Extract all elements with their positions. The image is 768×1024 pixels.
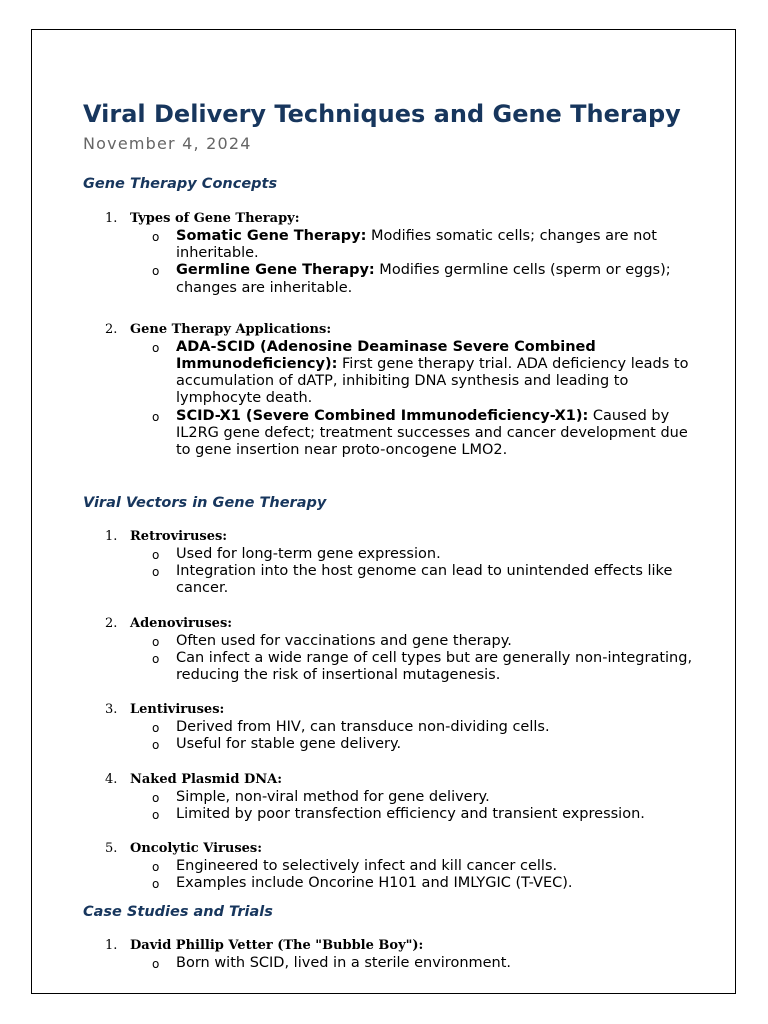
item-heading: Adenoviruses: <box>130 615 233 631</box>
sub-item <box>83 719 693 736</box>
sub-item <box>83 408 693 460</box>
sub-item-text: Used for long-term gene expression. <box>176 546 441 562</box>
sub-item-text: First gene therapy trial. ADA deficiency leads to accumulation of dATP, inhibiting DNA synthesis and leading to lymphocyte death. <box>176 356 689 407</box>
sub-item <box>83 736 693 753</box>
sub-list <box>83 546 693 598</box>
section-heading-case-studies: Case Studies and Trials <box>83 904 273 920</box>
sub-item-text: Often used for vaccinations and gene therapy. <box>176 632 512 649</box>
sub-list <box>83 789 693 823</box>
sub-list <box>83 719 693 753</box>
bullet-icon: o <box>152 738 160 753</box>
list-item <box>83 528 693 598</box>
bullet-icon: o <box>152 860 160 875</box>
list-item <box>83 937 693 972</box>
item-heading: Gene Therapy Applications: <box>130 321 332 337</box>
sub-item <box>83 262 693 296</box>
section-list-viral-vectors <box>83 528 693 892</box>
bullet-icon: o <box>152 634 160 649</box>
list-item <box>83 840 693 892</box>
sub-item-text: Engineered to selectively infect and kill cancer cells. <box>176 858 558 875</box>
item-heading: David Phillip Vetter (The "Bubble Boy"): <box>130 938 424 953</box>
sub-item <box>83 228 693 262</box>
list-item <box>83 771 693 823</box>
document-date: November 4, 2024 <box>83 134 252 153</box>
list-item <box>83 701 693 753</box>
sub-item <box>83 633 693 650</box>
sub-item-term: Somatic Gene Therapy: <box>176 228 367 244</box>
item-heading: Oncolytic Viruses: <box>130 841 263 857</box>
sub-list <box>83 228 693 297</box>
document-content <box>83 96 693 971</box>
bullet-icon: o <box>152 957 160 971</box>
sub-item-text: Simple, non-viral method for gene delivery. <box>176 788 490 805</box>
bullet-icon: o <box>152 807 160 822</box>
sub-item <box>83 858 693 875</box>
sub-item <box>83 806 693 823</box>
item-number: 5. <box>105 841 118 857</box>
sub-item <box>83 789 693 806</box>
sub-item-text: Useful for stable gene delivery. <box>176 736 402 753</box>
item-heading: Lentiviruses: <box>130 702 225 718</box>
sub-item <box>83 650 693 684</box>
sub-list <box>83 339 693 459</box>
list-item <box>83 321 693 459</box>
section-list-case-studies <box>83 937 693 972</box>
bullet-icon: o <box>152 565 160 580</box>
sub-item-text: Integration into the host genome can lead to unintended effects like cancer. <box>176 563 673 597</box>
sub-item-text: Can infect a wide range of cell types but are generally non-integrating, reducing the risk of insertional mutagenesis. <box>176 649 693 684</box>
item-number: 1. <box>105 211 118 226</box>
sub-item-text: Modifies germline cells (sperm or eggs); changes are inheritable. <box>176 262 671 296</box>
document-page <box>31 29 736 994</box>
section-heading-viral-vectors: Viral Vectors in Gene Therapy <box>83 495 327 511</box>
sub-item-text: Examples include Oncorine H101 and IMLYGIC (T-VEC). <box>176 875 573 892</box>
sub-item-text: Derived from HIV, can transduce non-dividing cells. <box>176 719 550 736</box>
sub-item-text: Limited by poor transfection efficiency and transient expression. <box>176 805 645 822</box>
sub-item <box>83 955 693 972</box>
bullet-icon: o <box>152 264 160 279</box>
item-heading: Types of Gene Therapy: <box>130 211 300 226</box>
document-title: Viral Delivery Techniques and Gene Therapy <box>83 100 681 128</box>
section-list-gene-therapy-concepts <box>83 210 693 459</box>
list-item <box>83 615 693 685</box>
sub-item-term: Germline Gene Therapy: <box>176 262 375 279</box>
list-item <box>83 210 693 297</box>
sub-item-term: SCID-X1 (Severe Combined Immunodeficiency-X1): <box>176 407 589 424</box>
sub-item-text: Caused by IL2RG gene defect; treatment successes and cancer development due to gene insertion near proto-oncogene LMO2. <box>176 407 688 459</box>
item-number: 1. <box>105 529 118 544</box>
item-number: 4. <box>105 771 118 787</box>
sub-item-text: Born with SCID, lived in a sterile environment. <box>176 955 512 971</box>
section-heading-gene-therapy-concepts: Gene Therapy Concepts <box>83 176 278 192</box>
sub-list <box>83 955 693 972</box>
item-number: 3. <box>105 702 118 718</box>
bullet-icon: o <box>152 721 160 736</box>
sub-item <box>83 546 693 563</box>
sub-list <box>83 858 693 892</box>
bullet-icon: o <box>152 877 160 892</box>
sub-item <box>83 875 693 892</box>
item-heading: Retroviruses: <box>130 529 228 544</box>
sub-item <box>83 563 693 597</box>
bullet-icon: o <box>152 548 160 562</box>
item-number: 1. <box>105 938 118 953</box>
bullet-icon: o <box>152 340 160 355</box>
bullet-icon: o <box>152 409 160 424</box>
sub-item-term: ADA-SCID (Adenosine Deaminase Severe Combined Immunodeficiency): <box>176 338 596 373</box>
item-number: 2. <box>105 615 118 631</box>
bullet-icon: o <box>152 790 160 805</box>
item-heading: Naked Plasmid DNA: <box>130 771 283 787</box>
sub-list <box>83 633 693 685</box>
bullet-icon: o <box>152 651 160 666</box>
sub-item-text: Modifies somatic cells; changes are not inheritable. <box>176 228 657 262</box>
item-number: 2. <box>105 321 118 337</box>
sub-item <box>83 339 693 408</box>
bullet-icon: o <box>152 230 160 244</box>
